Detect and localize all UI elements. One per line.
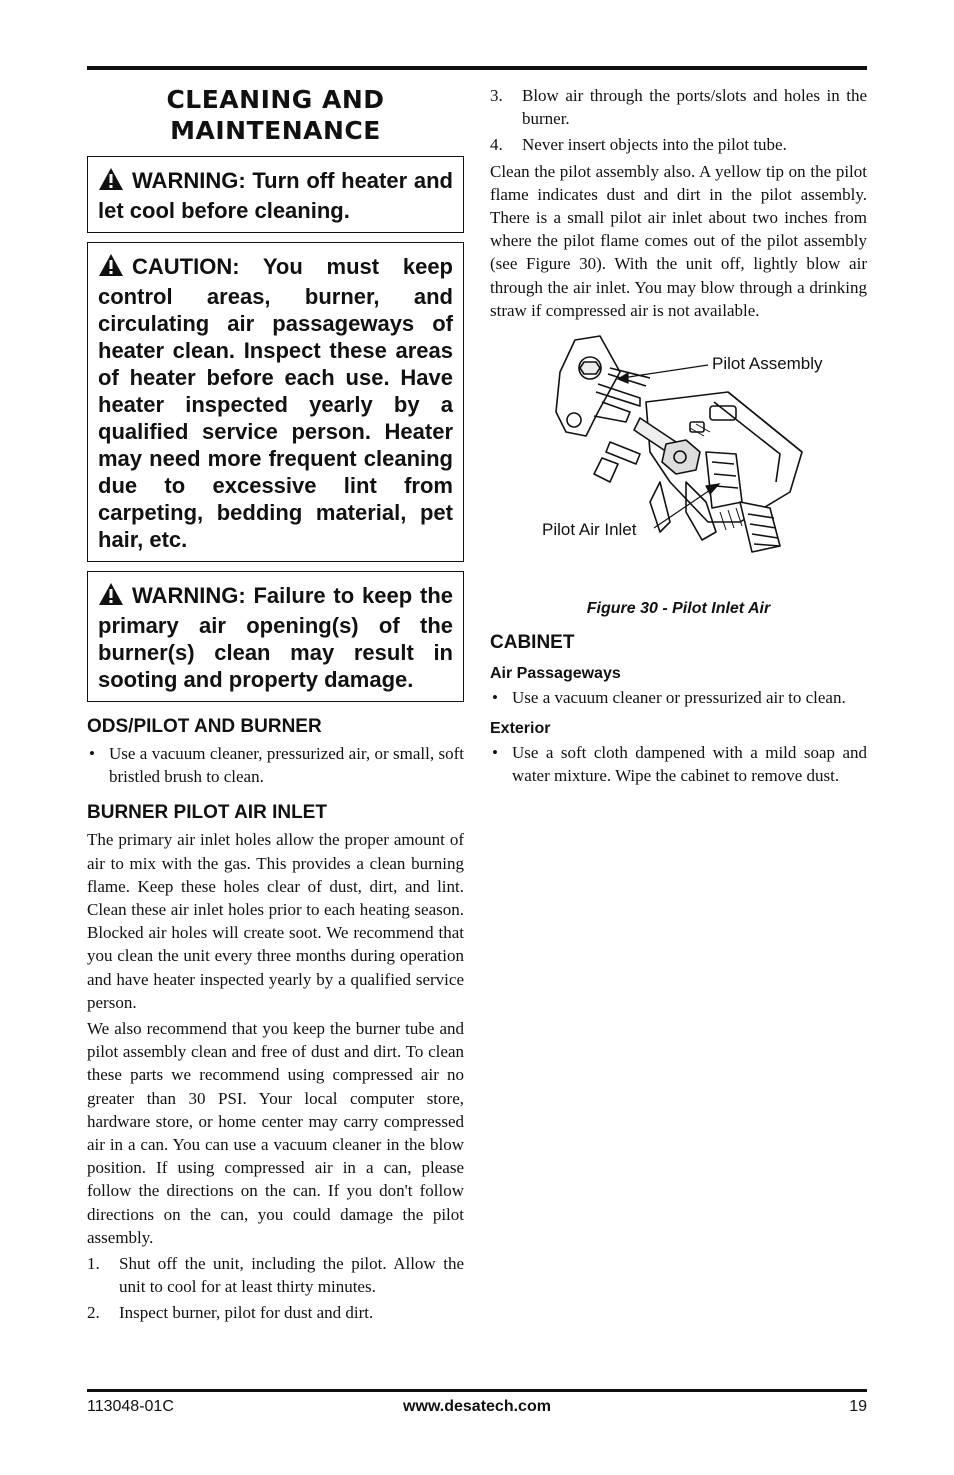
top-rule xyxy=(87,66,867,70)
bottom-rule xyxy=(87,1389,867,1392)
warning-triangle-icon xyxy=(98,253,124,283)
step-text: Shut off the unit, including the pilot. Allow the unit to cool for at least thirty minutes. xyxy=(119,1254,464,1297)
ods-heading: ODS/PILOT AND BURNER xyxy=(87,716,322,737)
exterior-bullet-text: Use a soft cloth dampened with a mild soap and water mixture. Wipe the cabinet to remove dust. xyxy=(512,743,867,786)
step-4 xyxy=(490,133,867,156)
figure-caption: Figure 30 - Pilot Inlet Air xyxy=(586,600,771,618)
ods-bullet-text: Use a vacuum cleaner, pressurized air, or small, soft bristled brush to clean. xyxy=(109,744,464,787)
right-column xyxy=(490,84,867,791)
footer-page-number: 19 xyxy=(849,1398,867,1415)
burner-para-1: The primary air inlet holes allow the proper amount of air to mix with the gas. This provides a clean burning flame. Keep these holes clear of dust, dirt, and lint. Clean these air inlet holes prior to each heating season. Blocked air holes will create soot. We recommend that you clean the unit every three months during operation and have heater inspected yearly by a qualified service person. xyxy=(87,830,464,1012)
warning-text-cool: WARNING: Turn off heater and let cool before cleaning. xyxy=(98,168,453,223)
label-pilot-air-inlet: Pilot Air Inlet xyxy=(542,520,637,540)
left-column xyxy=(87,80,464,1328)
warning-triangle-icon xyxy=(98,167,124,197)
caution-text: CAUTION: You must keep control areas, burner, and circulating air passageways of heater clean. Inspect these areas of heater before each use. Have heater inspected yearly by a qualified service person. Heater may need more frequent cleaning due to excessive lint from carpeting, bedding material, pet hair, etc. xyxy=(98,254,453,552)
air-bullet: • Use a vacuum cleaner or pressurized air to clean. xyxy=(492,688,846,708)
warning-box-cool xyxy=(87,156,464,233)
step-number: 2. xyxy=(87,1303,100,1323)
step-text: Inspect burner, pilot for dust and dirt. xyxy=(119,1303,374,1323)
caution-box xyxy=(87,242,464,562)
pilot-para: Clean the pilot assembly also. A yellow tip on the pilot flame indicates dust and dirt in the pilot assembly. There is a small pilot air inlet about two inches from where the pilot flame comes out of the pilot assembly (see Figure 30). With the unit off, lightly blow air through the air inlet. You may blow through a drinking straw if compressed air is not available. xyxy=(490,161,867,320)
page-title xyxy=(87,84,464,146)
warning-triangle-icon xyxy=(98,582,124,612)
step-1 xyxy=(87,1252,464,1298)
step-3 xyxy=(490,84,867,130)
page-title-line2: MAINTENANCE xyxy=(170,116,381,145)
air-bullet-text: Use a vacuum cleaner or pressurized air to clean. xyxy=(512,688,846,708)
step-2 xyxy=(87,1301,464,1324)
burner-para-2: We also recommend that you keep the burner tube and pilot assembly clean and free of dust and dirt. To clean these parts we recommend using compressed air no greater than 30 PSI. Your local computer store, hardware store, or home center may carry compressed air in a can. You can use a vacuum cleaner in the blow position. If using compressed air in a can, please follow the directions on the can. If you don't follow directions on the can, you could damage the pilot assembly. xyxy=(87,1019,464,1247)
label-pilot-assembly: Pilot Assembly xyxy=(712,354,823,374)
burner-heading: BURNER PILOT AIR INLET xyxy=(87,802,327,824)
step-number: 3. xyxy=(490,86,503,105)
footer-url: www.desatech.com xyxy=(403,1398,551,1415)
warning-text-sooting: WARNING: Failure to keep the primary air opening(s) of the burner(s) clean may result in sooting and property damage. xyxy=(98,583,453,692)
exterior-bullet: • Use a soft cloth dampened with a mild soap and water mixture. Wipe the cabinet to remove dust. xyxy=(492,743,867,786)
step-text: Never insert objects into the pilot tube. xyxy=(522,135,787,155)
figure-pilot-inlet xyxy=(490,332,867,594)
warning-box-sooting xyxy=(87,571,464,702)
ods-bullet: • Use a vacuum cleaner, pressurized air, or small, soft bristled brush to clean. xyxy=(89,744,464,787)
page-title-line1: CLEANING AND xyxy=(166,85,385,114)
exterior-heading: Exterior xyxy=(490,720,551,738)
air-passageways-heading: Air Passageways xyxy=(490,665,621,683)
step-number: 4. xyxy=(490,135,503,155)
step-text: Blow air through the ports/slots and holes in the burner. xyxy=(522,86,867,129)
step-number: 1. xyxy=(87,1254,100,1274)
cabinet-heading: CABINET xyxy=(490,632,575,654)
footer-part-number: 113048-01C xyxy=(87,1398,174,1415)
